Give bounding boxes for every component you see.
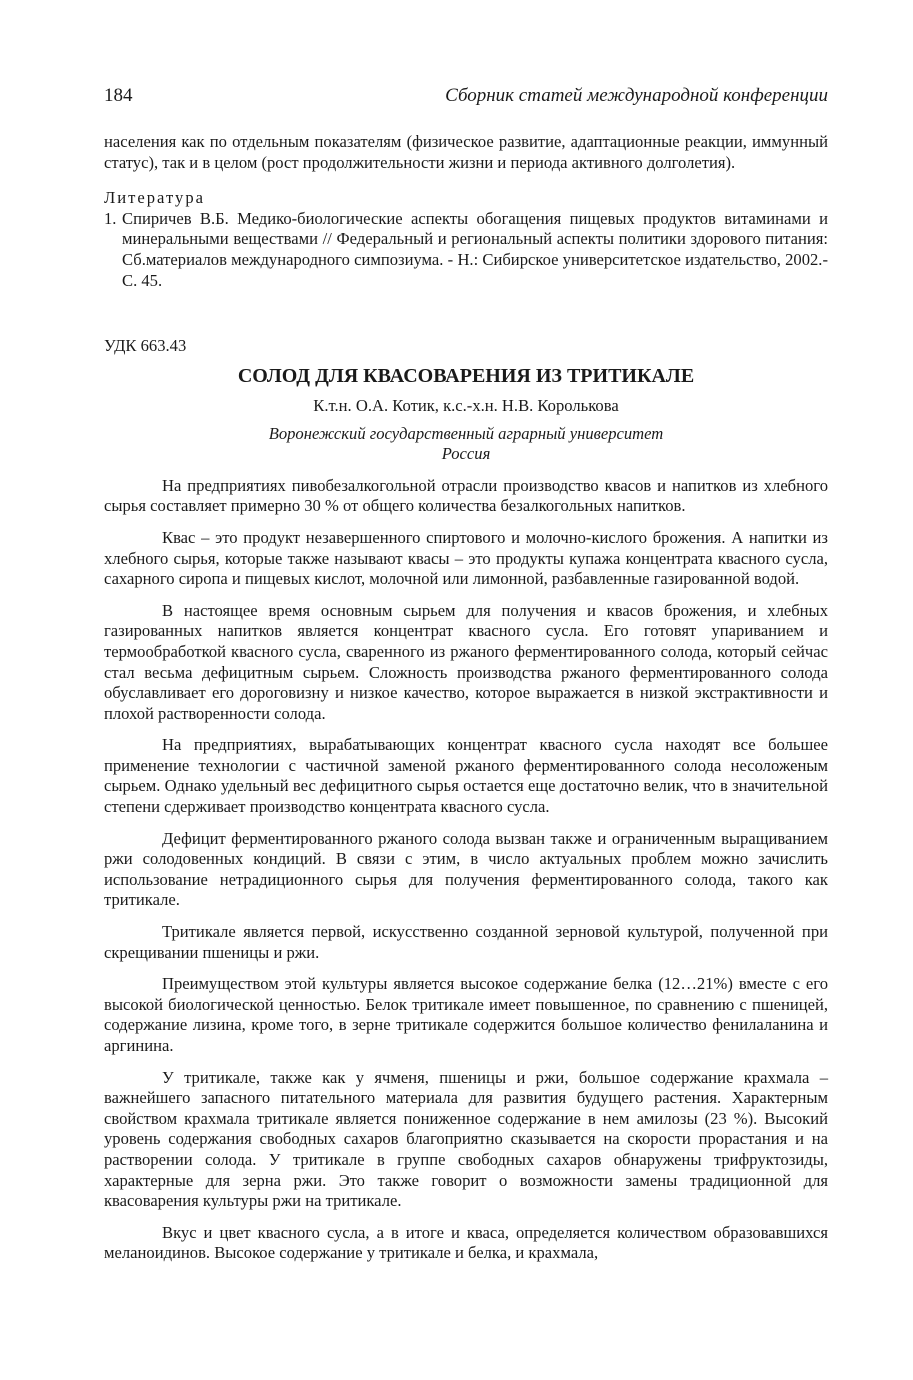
udk-code: УДК 663.43: [104, 336, 187, 356]
body-paragraph: Дефицит ферментированного ржаного солода вызван также и ограниченным выращиванием ржи солодовенных кондиций. В связи с этим, в число актуальных проблем можно зачислить использование нетрадиционного сырья для получения ферментированного солода, такого как тритикале.: [104, 828, 828, 910]
reference-text: Спиричев В.Б. Медико-биологические аспекты обогащения пищевых продуктов витаминами и минеральными веществами // Федеральный и региональный аспекты политики здорового питания: Сб.материалов международного симпозиума. - Н.: Сибирское университетское издательство, 2002.- С. 45.: [122, 208, 828, 290]
body-paragraph: Тритикале является первой, искусственно созданной зерновой культурой, полученной при скрещивании пшеницы и ржи.: [104, 922, 828, 962]
journal-title: Сборник статей международной конференции: [445, 85, 828, 106]
reference-number: 1.: [104, 208, 117, 228]
literature-heading: Литература: [104, 188, 205, 208]
body-paragraph: Квас – это продукт незавершенного спиртового и молочно-кислого брожения. А напитки из хлебного сырья, которые также называют квасы – это продукты купажа концентрата квасного сусла, сахарного сиропа и пищевых кислот, молочной или лимонной, разбавленные газированной водой.: [104, 527, 828, 589]
body-paragraph: В настоящее время основным сырьем для получения и квасов брожения, и хлебных газированных напитков является концентрат квасного сусла. Его готовят упариванием и термообработкой квасного сусла, сваренного из ржаного ферментированного солода, который сейчас стал весьма дефицитным сырьем. Сложность производства ржаного ферментированного солода обуславливает его дороговизну и низкое качество, которое выражается в низкой экстрактивности и плохой растворенности солода.: [104, 600, 828, 723]
page-header: [104, 84, 828, 110]
article-authors: К.т.н. О.А. Котик, к.с.-х.н. Н.В. Королькова: [313, 395, 619, 415]
reference-item: [104, 209, 828, 291]
body-paragraph: У тритикале, также как у ячменя, пшеницы и ржи, большое содержание крахмала – важнейшего запасного питательного материала для развития будущего растения. Характерным свойством крахмала тритикале является пониженное содержание в нем амилозы (23 %). Высокий уровень содержания свободных сахаров благоприятно сказывается на скорости прорастания и на растворении солода. У тритикале в группе свободных сахаров обнаружены трифруктозиды, характерные для зерна ржи. Это также говорит о возможности замены традиционной для квасоварения культуры ржи на тритикале.: [104, 1067, 828, 1211]
affiliation: [104, 424, 828, 464]
page-number: 184: [104, 85, 133, 106]
affiliation-country: Россия: [441, 443, 491, 463]
body-paragraph: Вкус и цвет квасного сусла, а в итоге и кваса, определяется количеством образовавшихся меланоидинов. Высокое содержание у тритикале и белка, и крахмала,: [104, 1222, 828, 1263]
affiliation-university: Воронежский государственный аграрный университет: [268, 423, 664, 443]
document-page: [104, 84, 828, 1264]
body-paragraph: На предприятиях, вырабатывающих концентрат квасного сусла находят все большее применение технологии с частичной заменой ржаного ферментированного солода несоложеным сырьем. Однако удельный вес дефицитного сырья остается еще достаточно велик, что в значительной степени сдерживает производство концентрата квасного сусла.: [104, 735, 828, 817]
body-paragraph: Преимуществом этой культуры является высокое содержание белка (12…21%) вместе с его высокой биологической ценностью. Белок тритикале имеет повышенное, по сравнению с пшеницей, содержание лизина, кроме того, в зерне тритикале содержится большое количество фенилаланина и аргинина.: [104, 974, 828, 1055]
article-title: СОЛОД ДЛЯ КВАСОВАРЕНИЯ ИЗ ТРИТИКАЛЕ: [237, 364, 695, 387]
body-paragraph: На предприятиях пивобезалкогольной отрасли производство квасов и напитков из хлебного сырья составляет примерно 30 % от общего количества безалкогольных напитков.: [104, 475, 828, 516]
intro-paragraph: населения как по отдельным показателям (физическое развитие, адаптационные реакции, иммунный статус), так и в целом (рост продолжительности жизни и периода активного долголетия).: [104, 132, 828, 172]
